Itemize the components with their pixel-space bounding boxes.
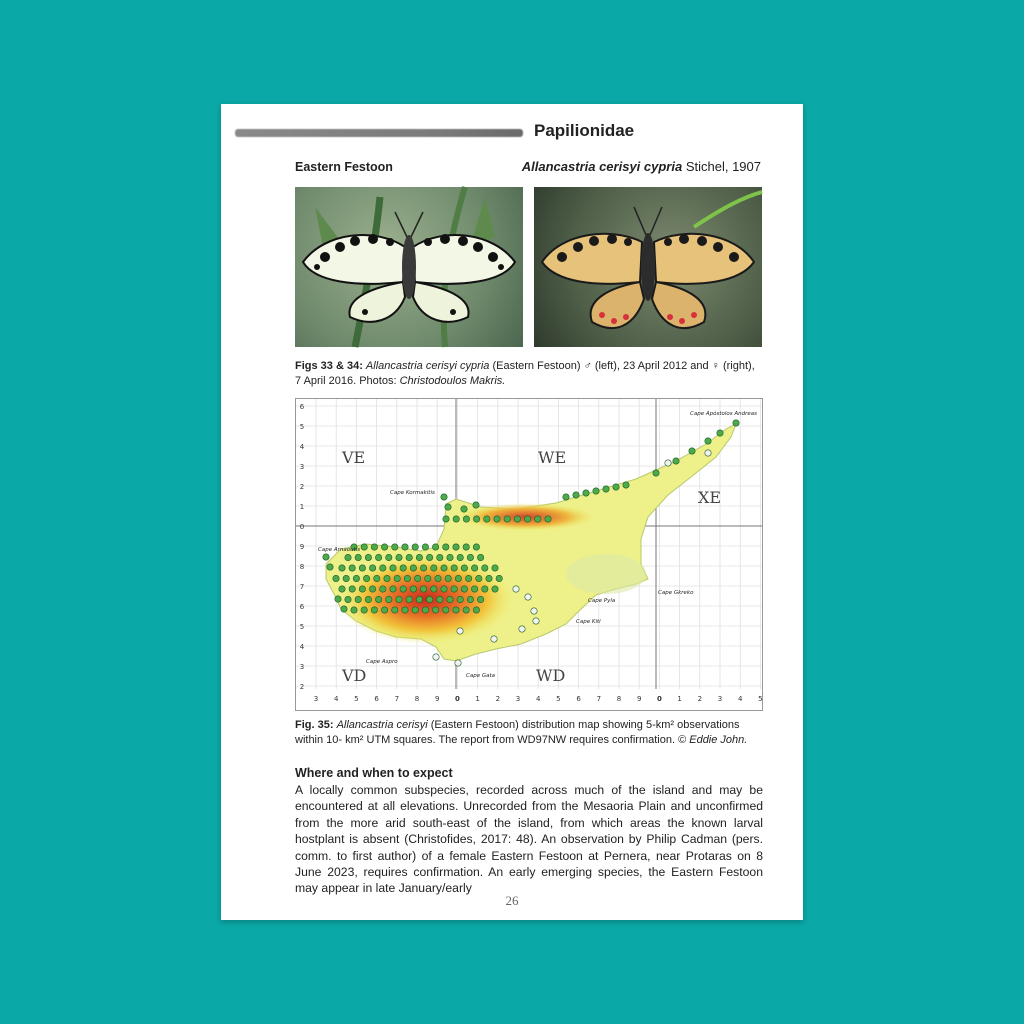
observation-dot [400,565,406,571]
observation-dot [491,636,497,642]
place-label: Cape Gata [466,673,495,679]
y-axis-ticks [300,403,305,691]
observation-dot [323,554,329,560]
x-tick-label: 1 [475,695,480,703]
observation-dot [437,596,443,602]
observation-dot [496,575,502,581]
observation-dot [473,544,479,550]
map-caption-credit: Eddie John. [689,734,748,746]
x-tick-label: 5 [556,695,561,703]
section-body: A locally common subspecies, recorded across much of the island and may be encountered at all elevations. Unrecorded from the Mesaoria Plain and unconfirmed from the more arid south-east of the island, from which areas the known larval hostplant is absent (Christofides, 2017: 48). An observation by Philip Cadman (pers. comm. to first author) of a female Eastern Festoon at Pernera, near Protaras on 8 June 2023, requires confirmation. An early emerging species, the Eastern Festoon may appear in late January/early [295,783,763,896]
y-tick-label: 0 [299,523,305,531]
quadrant-label: VD [342,666,367,685]
observation-dot [453,607,459,613]
observation-dot [531,608,537,614]
place-label: Cape Kiti [576,619,601,625]
observation-dot [717,430,723,436]
place-label: Cape Kormakitis [390,490,435,496]
observation-dot [457,628,463,634]
observation-dot [477,554,483,560]
observation-dot [471,586,477,592]
y-tick-label: 9 [299,543,305,551]
x-tick-label: 4 [333,695,339,703]
observation-dot [432,607,438,613]
observation-dot [402,607,408,613]
map-caption-species: Allancastria cerisyi [336,719,428,731]
observation-dot [345,554,351,560]
observation-dot [343,575,349,581]
observation-dot [335,596,341,602]
y-tick-label: 2 [299,683,305,691]
observation-dot [380,586,386,592]
observation-dot [457,554,463,560]
observation-dot [414,575,420,581]
observation-dot [396,596,402,602]
observation-dot [420,565,426,571]
x-tick-label: 3 [515,695,521,703]
species-binomial: Allancastria cerisyi cypria [521,159,683,174]
observation-dot [390,565,396,571]
photo-caption-credit: Christodoulos Makris. [399,375,506,387]
place-label: Cape Arnaoutis [318,547,361,553]
photo-caption-text: (Eastern Festoon) ♂ (left), 23 April 2012 and ♀ (right), 7 April 2016. Photos: [295,360,755,387]
observation-dot [426,596,432,602]
observation-dot [451,586,457,592]
observation-dot [349,586,355,592]
x-tick-label: 3 [717,695,723,703]
observation-dot [482,586,488,592]
observation-dot [455,575,461,581]
observation-dot [351,607,357,613]
place-label: Cape Pyla [588,598,616,604]
observation-dot [519,626,525,632]
photo-caption-label: Figs 33 & 34: [295,360,363,372]
observation-dot [339,565,345,571]
y-tick-label: 4 [299,443,305,451]
scientific-name [522,159,761,174]
y-tick-label: 3 [299,463,305,471]
observation-dot [461,565,467,571]
quadrant-label: WE [538,448,567,467]
observation-dot [465,575,471,581]
observation-dot [473,607,479,613]
x-tick-label: 4 [535,695,541,703]
observation-dot [535,516,541,522]
observation-dot [374,575,380,581]
observation-dot [494,516,500,522]
observation-dot [371,607,377,613]
quadrant-label: WD [536,666,566,685]
observation-dot [341,606,347,612]
common-name: Eastern Festoon [295,160,393,174]
observation-dot [412,607,418,613]
observation-dot [375,554,381,560]
observation-dot [463,607,469,613]
observation-dot [431,565,437,571]
observation-dot [375,596,381,602]
observation-dot [482,565,488,571]
x-tick-label: 0 [454,695,460,703]
female-butterfly-photo [534,187,762,347]
y-tick-label: 3 [299,663,305,671]
y-tick-label: 1 [299,503,305,511]
observation-dot [705,450,711,456]
observation-dot [327,564,333,570]
observation-dot [471,565,477,571]
observation-dot [410,586,416,592]
observation-dot [353,575,359,581]
observation-dot [369,565,375,571]
observation-dot [545,516,551,522]
observation-dot [492,565,498,571]
x-tick-label: 5 [354,695,359,703]
y-tick-label: 5 [299,423,305,431]
observation-dot [461,506,467,512]
observation-dot [451,565,457,571]
male-butterfly-photo [295,187,523,347]
observation-dot [410,565,416,571]
x-tick-label: 9 [636,695,642,703]
y-tick-label: 2 [299,483,305,491]
observation-dot [392,544,398,550]
x-tick-label: 7 [596,695,602,703]
observation-dot [463,516,469,522]
family-title: Papilionidae [534,121,635,140]
observation-dot [416,554,422,560]
map-caption [295,718,761,748]
observation-dot [361,544,367,550]
y-tick-label: 6 [299,403,305,411]
observation-dot [455,660,461,666]
observation-dot [422,544,428,550]
observation-dot [406,596,412,602]
observation-dot [486,575,492,581]
observation-dot [473,516,479,522]
observation-dot [384,575,390,581]
photo-caption [295,359,761,389]
observation-dot [653,470,659,476]
observation-dot [733,420,739,426]
observation-dot [431,586,437,592]
observation-dot [443,544,449,550]
observation-dot [380,565,386,571]
observation-dot [525,594,531,600]
observation-dot [492,586,498,592]
observation-dot [432,544,438,550]
observation-dot [484,516,490,522]
observation-dot [406,554,412,560]
observation-dot [477,596,483,602]
y-tick-label: 4 [299,643,305,651]
observation-dot [404,575,410,581]
observation-dot [467,596,473,602]
observation-dot [345,596,351,602]
x-tick-label: 9 [434,695,440,703]
x-tick-label: 8 [414,695,420,703]
section-heading: Where and when to expect [295,766,453,780]
observation-dot [623,482,629,488]
observation-dot [513,586,519,592]
observation-dot [365,596,371,602]
observation-dot [386,596,392,602]
observation-dot [361,607,367,613]
observation-dot [381,544,387,550]
observation-dot [422,607,428,613]
observation-dot [416,596,422,602]
x-tick-label: 2 [495,695,501,703]
observation-dot [359,586,365,592]
observation-dot [339,586,345,592]
map-caption-text: (Eastern Festoon) distribution map showing 5-km² observations within 10- km² UTM squares. The report from WD97NW requires confirmation. © [295,719,740,746]
observation-dot [369,586,375,592]
observation-dot [412,544,418,550]
observation-dot [371,544,377,550]
observation-dot [563,494,569,500]
observation-dot [355,554,361,560]
x-tick-label: 8 [616,695,622,703]
quadrant-label: VE [342,448,366,467]
observation-dot [573,492,579,498]
observation-dot [441,565,447,571]
observation-dot [441,586,447,592]
observation-dot [435,575,441,581]
family-header-bar [235,129,523,137]
place-label: Cape Gkreko [658,590,694,596]
observation-dot [583,490,589,496]
observation-dot [381,607,387,613]
observation-dot [443,516,449,522]
observation-dot [514,516,520,522]
observation-dot [457,596,463,602]
observation-dot [426,554,432,560]
observation-dot [363,575,369,581]
place-label: Cape Apóstolos Andreas [690,411,757,417]
y-tick-label: 6 [299,603,305,611]
observation-dot [349,565,355,571]
observation-dot [359,565,365,571]
quadrant-label: XE [698,488,722,507]
x-tick-label: 5 [758,695,763,703]
observation-dot [476,575,482,581]
book-page [221,104,803,920]
observation-dot [420,586,426,592]
place-label: Cape Aspro [366,659,398,665]
observation-dot [445,575,451,581]
observation-dot [365,554,371,560]
distribution-map [295,398,763,711]
x-axis-ticks [314,695,763,703]
observation-dot [673,458,679,464]
observation-dot [447,596,453,602]
x-tick-label: 1 [677,695,682,703]
x-tick-label: 3 [313,695,319,703]
observation-dot [437,554,443,560]
observation-dot [445,504,451,510]
x-tick-label: 4 [737,695,743,703]
observation-dot [705,438,711,444]
observation-dot [467,554,473,560]
observation-dot [394,575,400,581]
x-tick-label: 7 [394,695,400,703]
x-tick-label: 6 [374,695,379,703]
observation-dot [463,544,469,550]
observation-dot [396,554,402,560]
species-author: Stichel, 1907 [685,159,761,174]
observation-dot [689,448,695,454]
map-caption-label: Fig. 35: [295,719,334,731]
observation-dot [453,544,459,550]
observation-dot [453,516,459,522]
observation-dot [443,607,449,613]
observation-dot [461,586,467,592]
observation-dot [613,484,619,490]
observation-dot [603,486,609,492]
observation-dot [392,607,398,613]
observation-dot [400,586,406,592]
observation-dot [425,575,431,581]
observation-dot [386,554,392,560]
photo-caption-species: Allancastria cerisyi cypria [365,360,490,372]
observation-dot [593,488,599,494]
y-tick-label: 8 [299,563,305,571]
page-number: 26 [505,893,519,908]
y-tick-label: 5 [299,623,305,631]
observation-dot [524,516,530,522]
observation-dot [473,502,479,508]
observation-dot [390,586,396,592]
observation-dot [333,575,339,581]
observation-dot [441,494,447,500]
x-tick-label: 0 [656,695,662,703]
x-tick-label: 6 [576,695,581,703]
y-tick-label: 7 [299,583,305,591]
observation-dot [665,460,671,466]
observation-dot [504,516,510,522]
observation-dot [402,544,408,550]
observation-dot [447,554,453,560]
observation-dot [433,654,439,660]
observation-dot [355,596,361,602]
observation-dot [533,618,539,624]
x-tick-label: 2 [697,695,703,703]
